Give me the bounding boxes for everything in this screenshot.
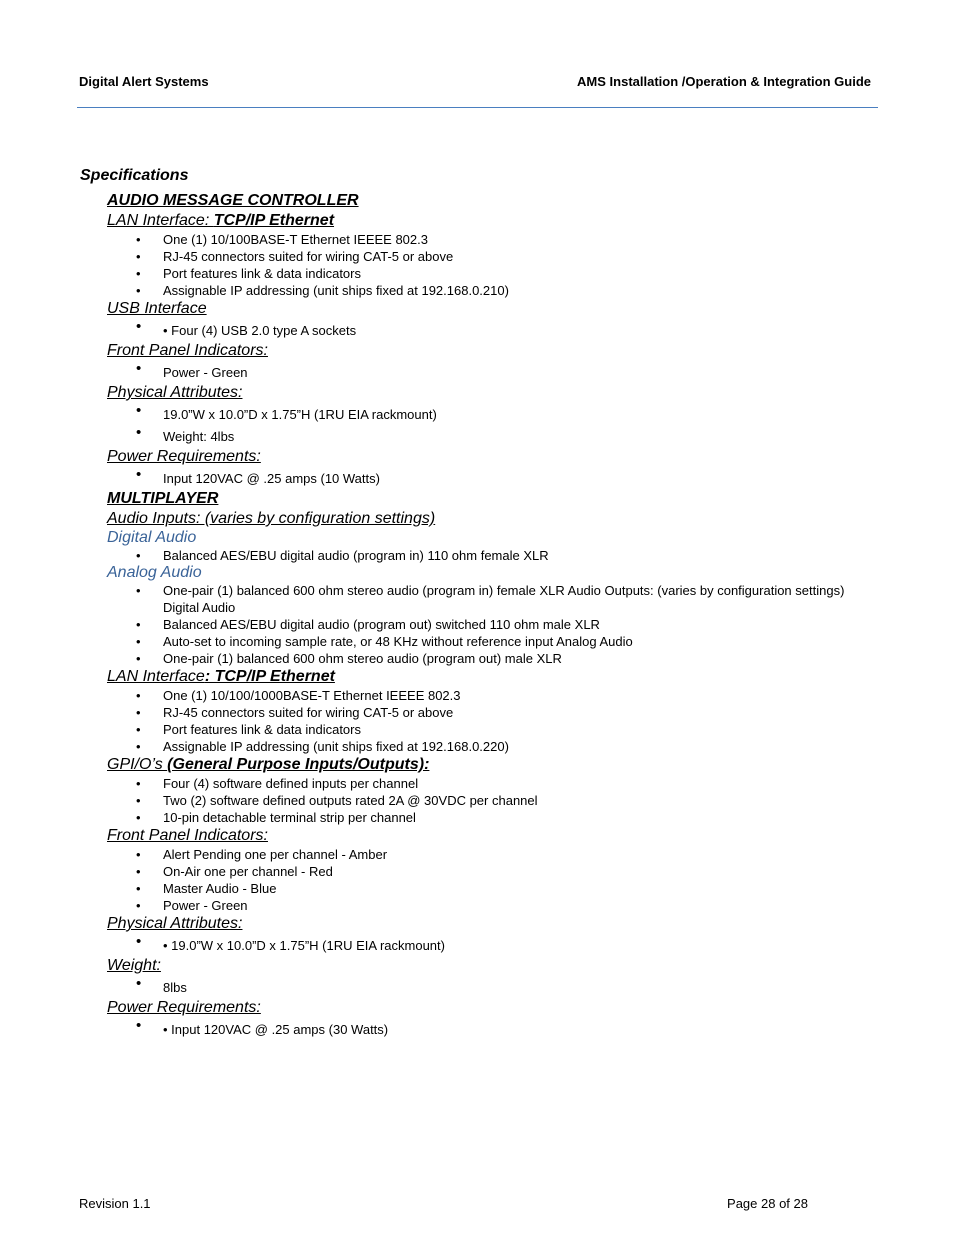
list-item: • Assignable IP addressing (unit ships fixed at 192.168.0.220): [163, 738, 880, 755]
list-item: • Port features link & data indicators: [163, 265, 880, 282]
amc-heading: AUDIO MESSAGE CONTROLLER: [107, 192, 359, 209]
list-item: • Power - Green: [163, 897, 880, 914]
amc-front-list: [80, 361, 880, 383]
list-item: • Auto-set to incoming sample rate, or 48 KHz without reference input Analog Audio: [163, 633, 880, 650]
list-item: • One (1) 10/100/1000BASE-T Ethernet IEEEE 802.3: [163, 687, 880, 704]
list-item: • Two (2) software defined outputs rated 2A @ 30VDC per channel: [163, 792, 880, 809]
list-item: • Input 120VAC @ .25 amps (10 Watts): [163, 467, 880, 489]
mp-front-heading: Front Panel Indicators:: [107, 827, 268, 844]
mp-digital-heading: Digital Audio: [107, 529, 197, 546]
list-item: • • Four (4) USB 2.0 type A sockets: [163, 319, 880, 341]
page-number: Page 28 of 28: [727, 1196, 808, 1211]
amc-usb-list: [80, 319, 880, 341]
company-name: Digital Alert Systems: [79, 74, 209, 89]
amc-physical-list: [80, 403, 880, 447]
mp-gpio-list: [80, 775, 880, 826]
amc-lan-list: [80, 231, 880, 299]
mp-gpio-heading: GPI/O’s (General Purpose Inputs/Outputs):: [107, 756, 430, 773]
list-item: • Alert Pending one per channel - Amber: [163, 846, 880, 863]
mp-analog-heading: Analog Audio: [107, 564, 202, 581]
mp-physical-heading: Physical Attributes:: [107, 915, 243, 932]
mp-front-list: [80, 846, 880, 914]
section-title: Specifications: [80, 167, 189, 184]
list-item: • Balanced AES/EBU digital audio (program in) 110 ohm female XLR: [163, 547, 880, 564]
list-item: • • 19.0”W x 10.0”D x 1.75”H (1RU EIA rackmount): [163, 934, 880, 956]
document-title: AMS Installation /Operation & Integration Guide: [577, 74, 871, 89]
page-content: [80, 166, 880, 1040]
list-item: • 10-pin detachable terminal strip per channel: [163, 809, 880, 826]
amc-power-list: [80, 467, 880, 489]
amc-usb-heading: USB Interface: [107, 300, 207, 317]
revision-label: Revision 1.1: [79, 1196, 151, 1211]
mp-analog-list: [80, 582, 880, 667]
mp-digital-list: [80, 547, 880, 564]
list-item: • One-pair (1) balanced 600 ohm stereo audio (program in) female XLR Audio Outputs: (varies by configuration settings) Digital Audio: [163, 582, 880, 616]
list-item: • RJ-45 connectors suited for wiring CAT-5 or above: [163, 704, 880, 721]
list-item: • Balanced AES/EBU digital audio (program out) switched 110 ohm male XLR: [163, 616, 880, 633]
list-item: • 8lbs: [163, 976, 880, 998]
list-item: • RJ-45 connectors suited for wiring CAT-5 or above: [163, 248, 880, 265]
list-item: • Power - Green: [163, 361, 880, 383]
header-divider: [77, 107, 878, 108]
amc-power-heading: Power Requirements:: [107, 448, 261, 465]
list-item: • Port features link & data indicators: [163, 721, 880, 738]
mp-lan-heading: LAN Interface: TCP/IP Ethernet: [107, 668, 335, 685]
page-header: [79, 74, 871, 90]
mp-power-list: [80, 1018, 880, 1040]
page-footer: [79, 1196, 808, 1212]
mp-power-heading: Power Requirements:: [107, 999, 261, 1016]
list-item: • • Input 120VAC @ .25 amps (30 Watts): [163, 1018, 880, 1040]
mp-weight-list: [80, 976, 880, 998]
mp-audio-inputs-heading: Audio Inputs: (varies by configuration settings): [107, 510, 436, 527]
mp-physical-list: [80, 934, 880, 956]
list-item: • Assignable IP addressing (unit ships fixed at 192.168.0.210): [163, 282, 880, 299]
mp-lan-list: [80, 687, 880, 755]
amc-physical-heading: Physical Attributes:: [107, 384, 243, 401]
amc-lan-heading: LAN Interface: TCP/IP Ethernet: [107, 212, 335, 229]
list-item: • One (1) 10/100BASE-T Ethernet IEEEE 802.3: [163, 231, 880, 248]
list-item: • Four (4) software defined inputs per channel: [163, 775, 880, 792]
list-item: • Master Audio - Blue: [163, 880, 880, 897]
amc-front-heading: Front Panel Indicators:: [107, 342, 268, 359]
list-item: • 19.0”W x 10.0”D x 1.75”H (1RU EIA rackmount): [163, 403, 880, 425]
mp-heading: MULTIPLAYER: [107, 490, 219, 507]
list-item: • One-pair (1) balanced 600 ohm stereo audio (program out) male XLR: [163, 650, 880, 667]
list-item: • On-Air one per channel - Red: [163, 863, 880, 880]
list-item: • Weight: 4lbs: [163, 425, 880, 447]
mp-weight-heading: Weight:: [107, 957, 161, 974]
